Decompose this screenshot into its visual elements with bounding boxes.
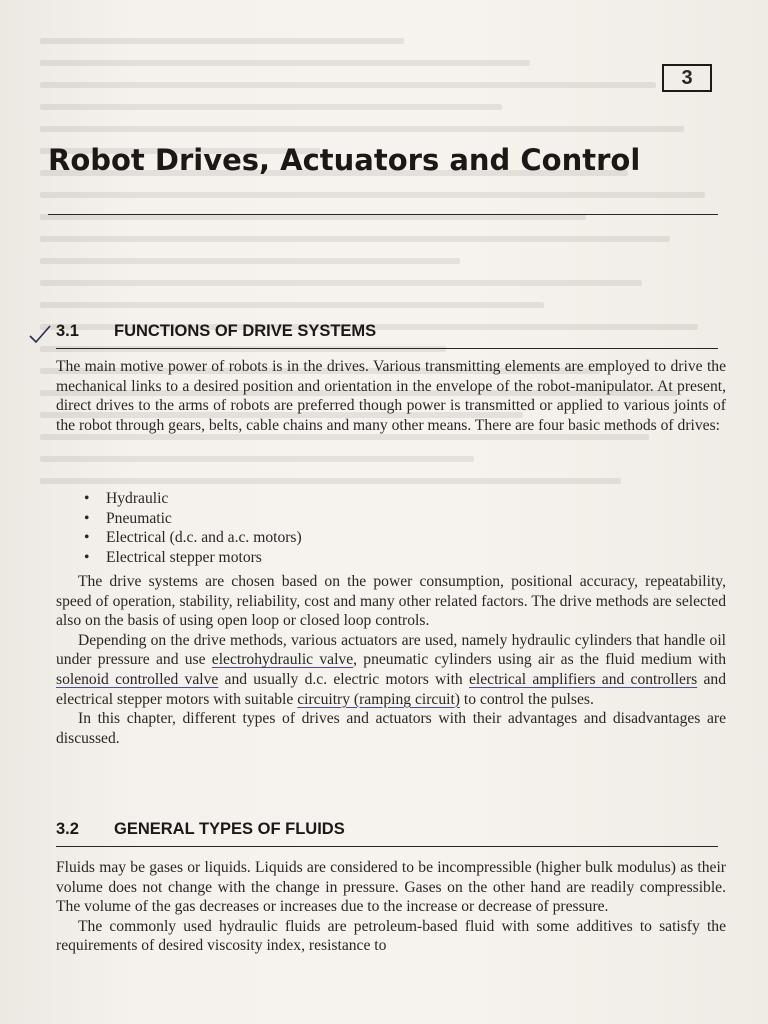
handwritten-underline: electrohydraulic valve [211,651,354,669]
handwritten-underline: electrical amplifiers and controllers [468,670,698,688]
section-3-2-body [56,858,726,956]
paragraph: The main motive power of robots is in the drives. Various transmitting elements are employed to drive the mechanical links to a desired position and orientation in the envelope of the robot-manipulator. At present, direct drives to the arms of robots are preferred though power is transmitted or applied to various joints of the robot through gears, belts, cable chains and many other means. There are four basic methods of drives: [56,358,726,434]
title-rule [48,214,718,215]
section-number: 3.2 [56,820,79,838]
paragraph: In this chapter, different types of drives and actuators with their advantages and disadvantages are discussed. [56,710,726,747]
section-title: FUNCTIONS OF DRIVE SYSTEMS [114,322,377,340]
text-run: and electrical stepper motors with suitable [56,670,726,708]
text-run: Depending on the drive methods, various actuators are used, namely hydraulic cylinders that handle oil under pressure and use [56,631,726,669]
list-item: • Pneumatic [80,509,302,529]
paragraph [56,631,726,709]
drive-methods-list [80,489,302,567]
text-run: to control the pulses. [460,690,594,708]
text-run: , pneumatic cylinders using air as the fluid medium with [353,651,727,669]
handwritten-underline: solenoid controlled valve [56,670,219,688]
section-3-1-body [56,572,726,748]
pen-tick-icon [28,324,52,344]
paragraph: The drive systems are chosen based on the power consumption, positional accuracy, repeatability, speed of operation, stability, reliability, cost and many other related factors. The drive methods are selected also on the basis of using open loop or closed loop controls. [56,573,726,630]
handwritten-underline: circuitry (ramping circuit) [297,690,461,708]
paragraph: Fluids may be gases or liquids. Liquids are considered to be incompressible (higher bulk modulus) as their volume does not change with the change in pressure. Gases on the other hand are readily compressible. The volume of the gas decreases or increases due to the increase or decrease of pressure. [56,859,726,916]
list-item: • Hydraulic [80,489,302,509]
chapter-number-box: 3 [662,64,712,92]
section-heading-3-2 [56,820,718,847]
paragraph: The commonly used hydraulic fluids are petroleum-based fluid with some additives to satisfy the requirements of desired viscosity index, resistance to [56,917,726,955]
list-item: • Electrical stepper motors [80,548,302,568]
chapter-title: Robot Drives, Actuators and Control [48,143,641,177]
text-run: and usually d.c. electric motors with [218,670,469,688]
list-item: • Electrical (d.c. and a.c. motors) [80,528,302,548]
section-title: GENERAL TYPES OF FLUIDS [114,820,345,838]
section-heading-3-1 [56,322,718,349]
section-3-1-intro [56,357,726,435]
section-number: 3.1 [56,322,79,340]
